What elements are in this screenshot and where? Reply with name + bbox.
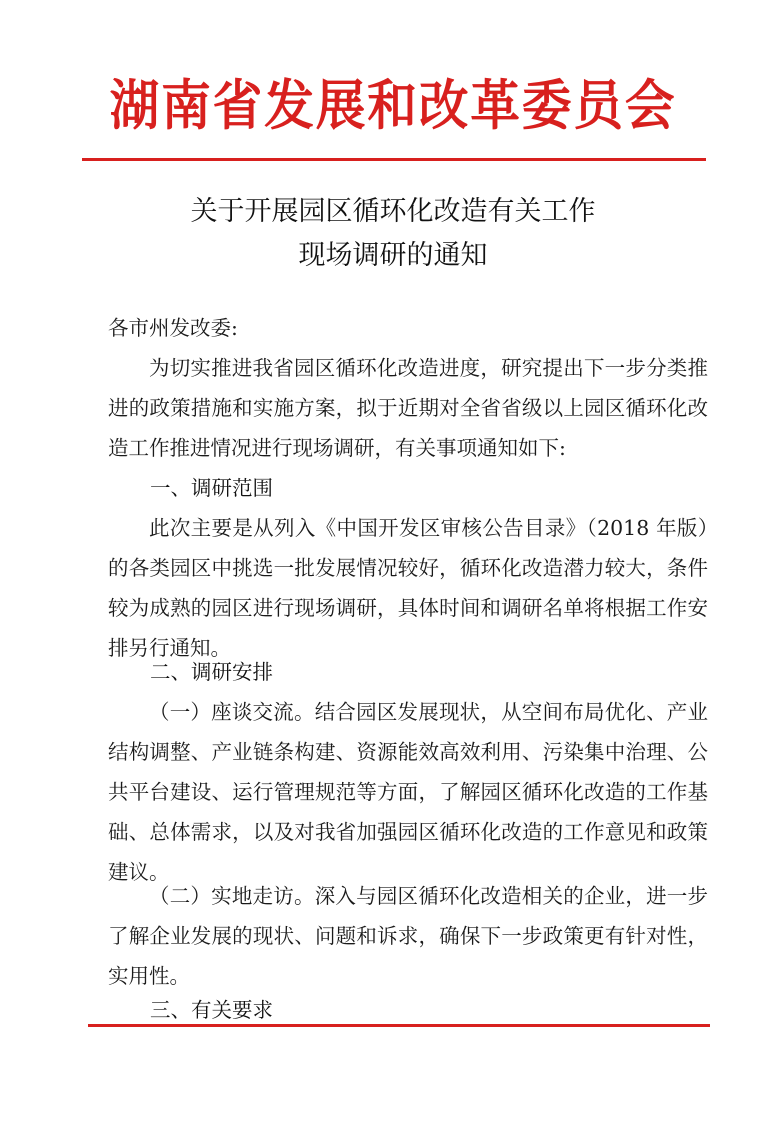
section-2-heading: 二、调研安排	[150, 660, 273, 684]
footer-red-rule	[88, 1024, 710, 1027]
document-title	[80, 190, 706, 278]
header-red-rule	[82, 158, 706, 161]
section-1-heading: 一、调研范围	[150, 476, 273, 500]
org-header: 湖南省发展和改革委员会	[109, 73, 677, 137]
title-line-2: 现场调研的通知	[298, 240, 488, 271]
title-line-1: 关于开展园区循环化改造有关工作	[190, 196, 596, 227]
section-3-heading: 三、有关要求	[150, 998, 273, 1022]
intro-paragraph: 为切实推进我省园区循环化改造进度，研究提出下一步分类推进的政策措施和实施方案，拟于近期对全省省级以上园区循环化改造工作推进情况进行现场调研，有关事项通知如下:	[108, 356, 708, 460]
section-2-item-2: （二）实地走访。深入与园区循环化改造相关的企业，进一步了解企业发展的现状、问题和诉求，确保下一步政策更有针对性，实用性。	[108, 884, 708, 988]
salutation: 各市州发改委:	[108, 316, 238, 340]
section-2-item-1: （一）座谈交流。结合园区发展现状，从空间布局优化、产业结构调整、产业链条构建、资源能效高效利用、污染集中治理、公共平台建设、运行管理规范等方面，了解园区循环化改造的工作基础、总体需求，以及对我省加强园区循环化改造的工作意见和政策建议。	[108, 700, 708, 884]
section-1-body: 此次主要是从列入《中国开发区审核公告目录》（2018 年版）的各类园区中挑选一批发展情况较好，循环化改造潜力较大，条件较为成熟的园区进行现场调研，具体时间和调研名单将根据工作安排另行通知。	[108, 516, 708, 660]
